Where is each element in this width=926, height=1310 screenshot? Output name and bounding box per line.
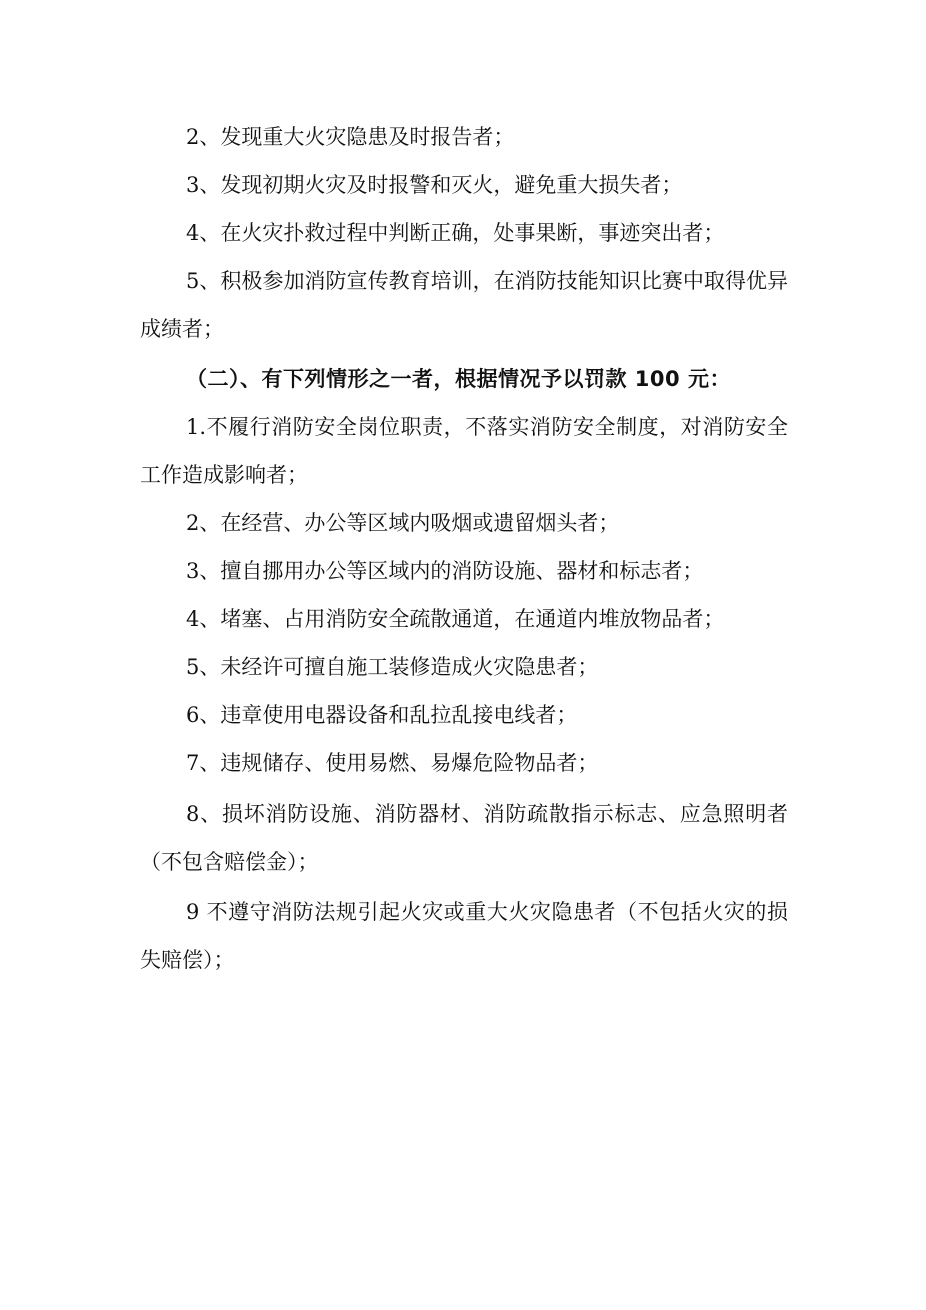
paragraph-reward-2: 2、发现重大火灾隐患及时报告者； — [186, 125, 515, 149]
penalty-item-2: 2、在经营、办公等区域内吸烟或遗留烟头者； — [186, 511, 620, 535]
penalty-item-9: 9 不遵守消防法规引起火灾或重大火灾隐患者（不包括火灾的损失赔偿）； — [140, 900, 788, 972]
paragraph-reward-5: 5、积极参加消防宣传教育培训，在消防技能知识比赛中取得优异成绩者； — [140, 269, 788, 341]
paragraph-reward-3: 3、发现初期火灾及时报警和灭火，避免重大损失者； — [186, 173, 683, 197]
penalty-item-4: 4、堵塞、占用消防安全疏散通道，在通道内堆放物品者； — [186, 607, 725, 631]
penalty-item-5: 5、未经许可擅自施工装修造成火灾隐患者； — [186, 655, 599, 679]
paragraph-reward-4: 4、在火灾扑救过程中判断正确，处事果断，事迹突出者； — [186, 221, 725, 245]
penalty-item-7: 7、违规储存、使用易燃、易爆危险物品者； — [186, 751, 599, 775]
penalty-item-3: 3、擅自挪用办公等区域内的消防设施、器材和标志者； — [186, 559, 704, 583]
penalty-item-8: 8、损坏消防设施、消防器材、消防疏散指示标志、应急照明者（不包含赔偿金）； — [140, 802, 788, 874]
penalty-item-6: 6、违章使用电器设备和乱拉乱接电线者； — [186, 703, 578, 727]
penalty-item-1: 1.不履行消防安全岗位职责，不落实消防安全制度，对消防安全工作造成影响者； — [140, 415, 788, 487]
section-heading: （二）、有下列情形之一者，根据情况予以罚款 100 元： — [186, 367, 731, 391]
